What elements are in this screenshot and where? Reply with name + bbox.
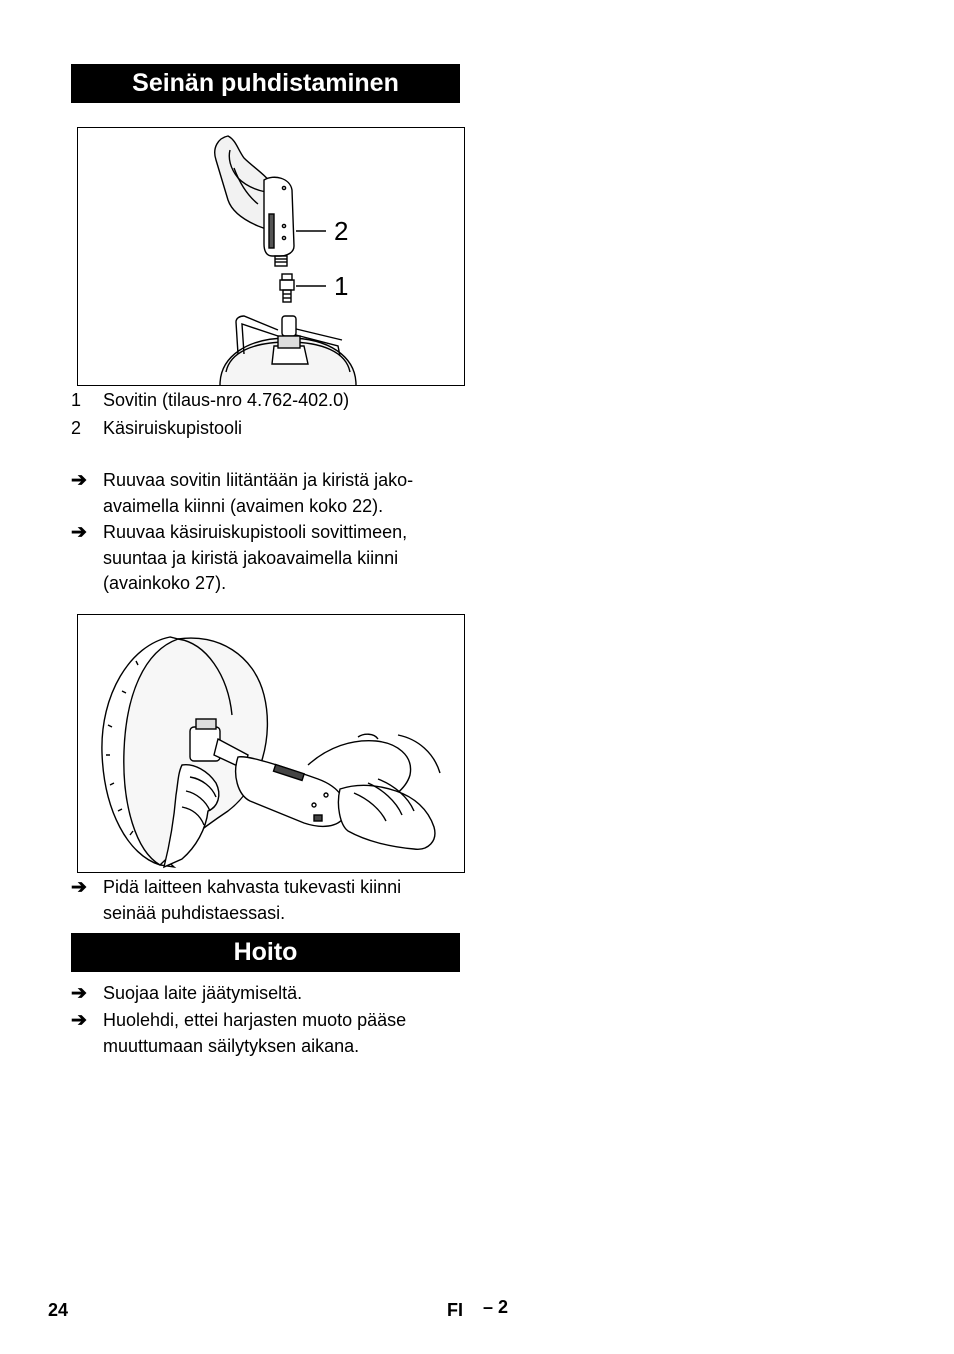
- arrow-right-icon: ➔: [71, 877, 87, 898]
- step-line: Huolehdi, ettei harjasten muoto pääse: [103, 1010, 407, 1030]
- page-number: 24: [48, 1300, 69, 1320]
- legend-number: 2: [71, 418, 82, 438]
- figure-assembly: [77, 127, 465, 386]
- step-line: (avainkoko 27).: [103, 573, 227, 593]
- section-title-wall-cleaning: Seinän puhdistaminen: [71, 64, 460, 103]
- step-line: seinää puhdistaessasi.: [103, 902, 286, 923]
- arrow-right-icon: ➔: [71, 470, 87, 491]
- legend-text: Sovitin (tilaus-nro 4.762-402.0): [103, 390, 350, 410]
- arrow-right-icon: ➔: [71, 1010, 87, 1031]
- step-line: avaimella kiinni (avaimen koko 22).: [103, 495, 384, 516]
- arrow-right-icon: ➔: [71, 983, 87, 1004]
- callout-1: 1: [334, 271, 349, 301]
- sub-page-number: – 2: [483, 1297, 509, 1317]
- step-line: Ruuvaa sovitin liitäntään ja kiristä jako-: [103, 470, 414, 490]
- callout-2: 2: [334, 216, 349, 246]
- legend-text: Käsiruiskupistooli: [103, 418, 243, 438]
- section-title-maintenance: Hoito: [71, 933, 460, 972]
- usage-illustration: [78, 615, 464, 872]
- step-line: muuttumaan säilytyksen aikana.: [103, 1035, 360, 1056]
- step-line: suuntaa ja kiristä jakoavaimella kiinni: [103, 547, 399, 568]
- language-code: FI: [447, 1300, 463, 1320]
- figure-usage: [77, 614, 465, 873]
- assembly-illustration: [78, 128, 464, 385]
- legend-number: 1: [71, 390, 82, 410]
- step-line: Pidä laitteen kahvasta tukevasti kiinni: [103, 877, 402, 897]
- step-line: Ruuvaa käsiruiskupistooli sovittimeen,: [103, 522, 408, 542]
- arrow-right-icon: ➔: [71, 522, 87, 543]
- step-line: Suojaa laite jäätymiseltä.: [103, 983, 303, 1003]
